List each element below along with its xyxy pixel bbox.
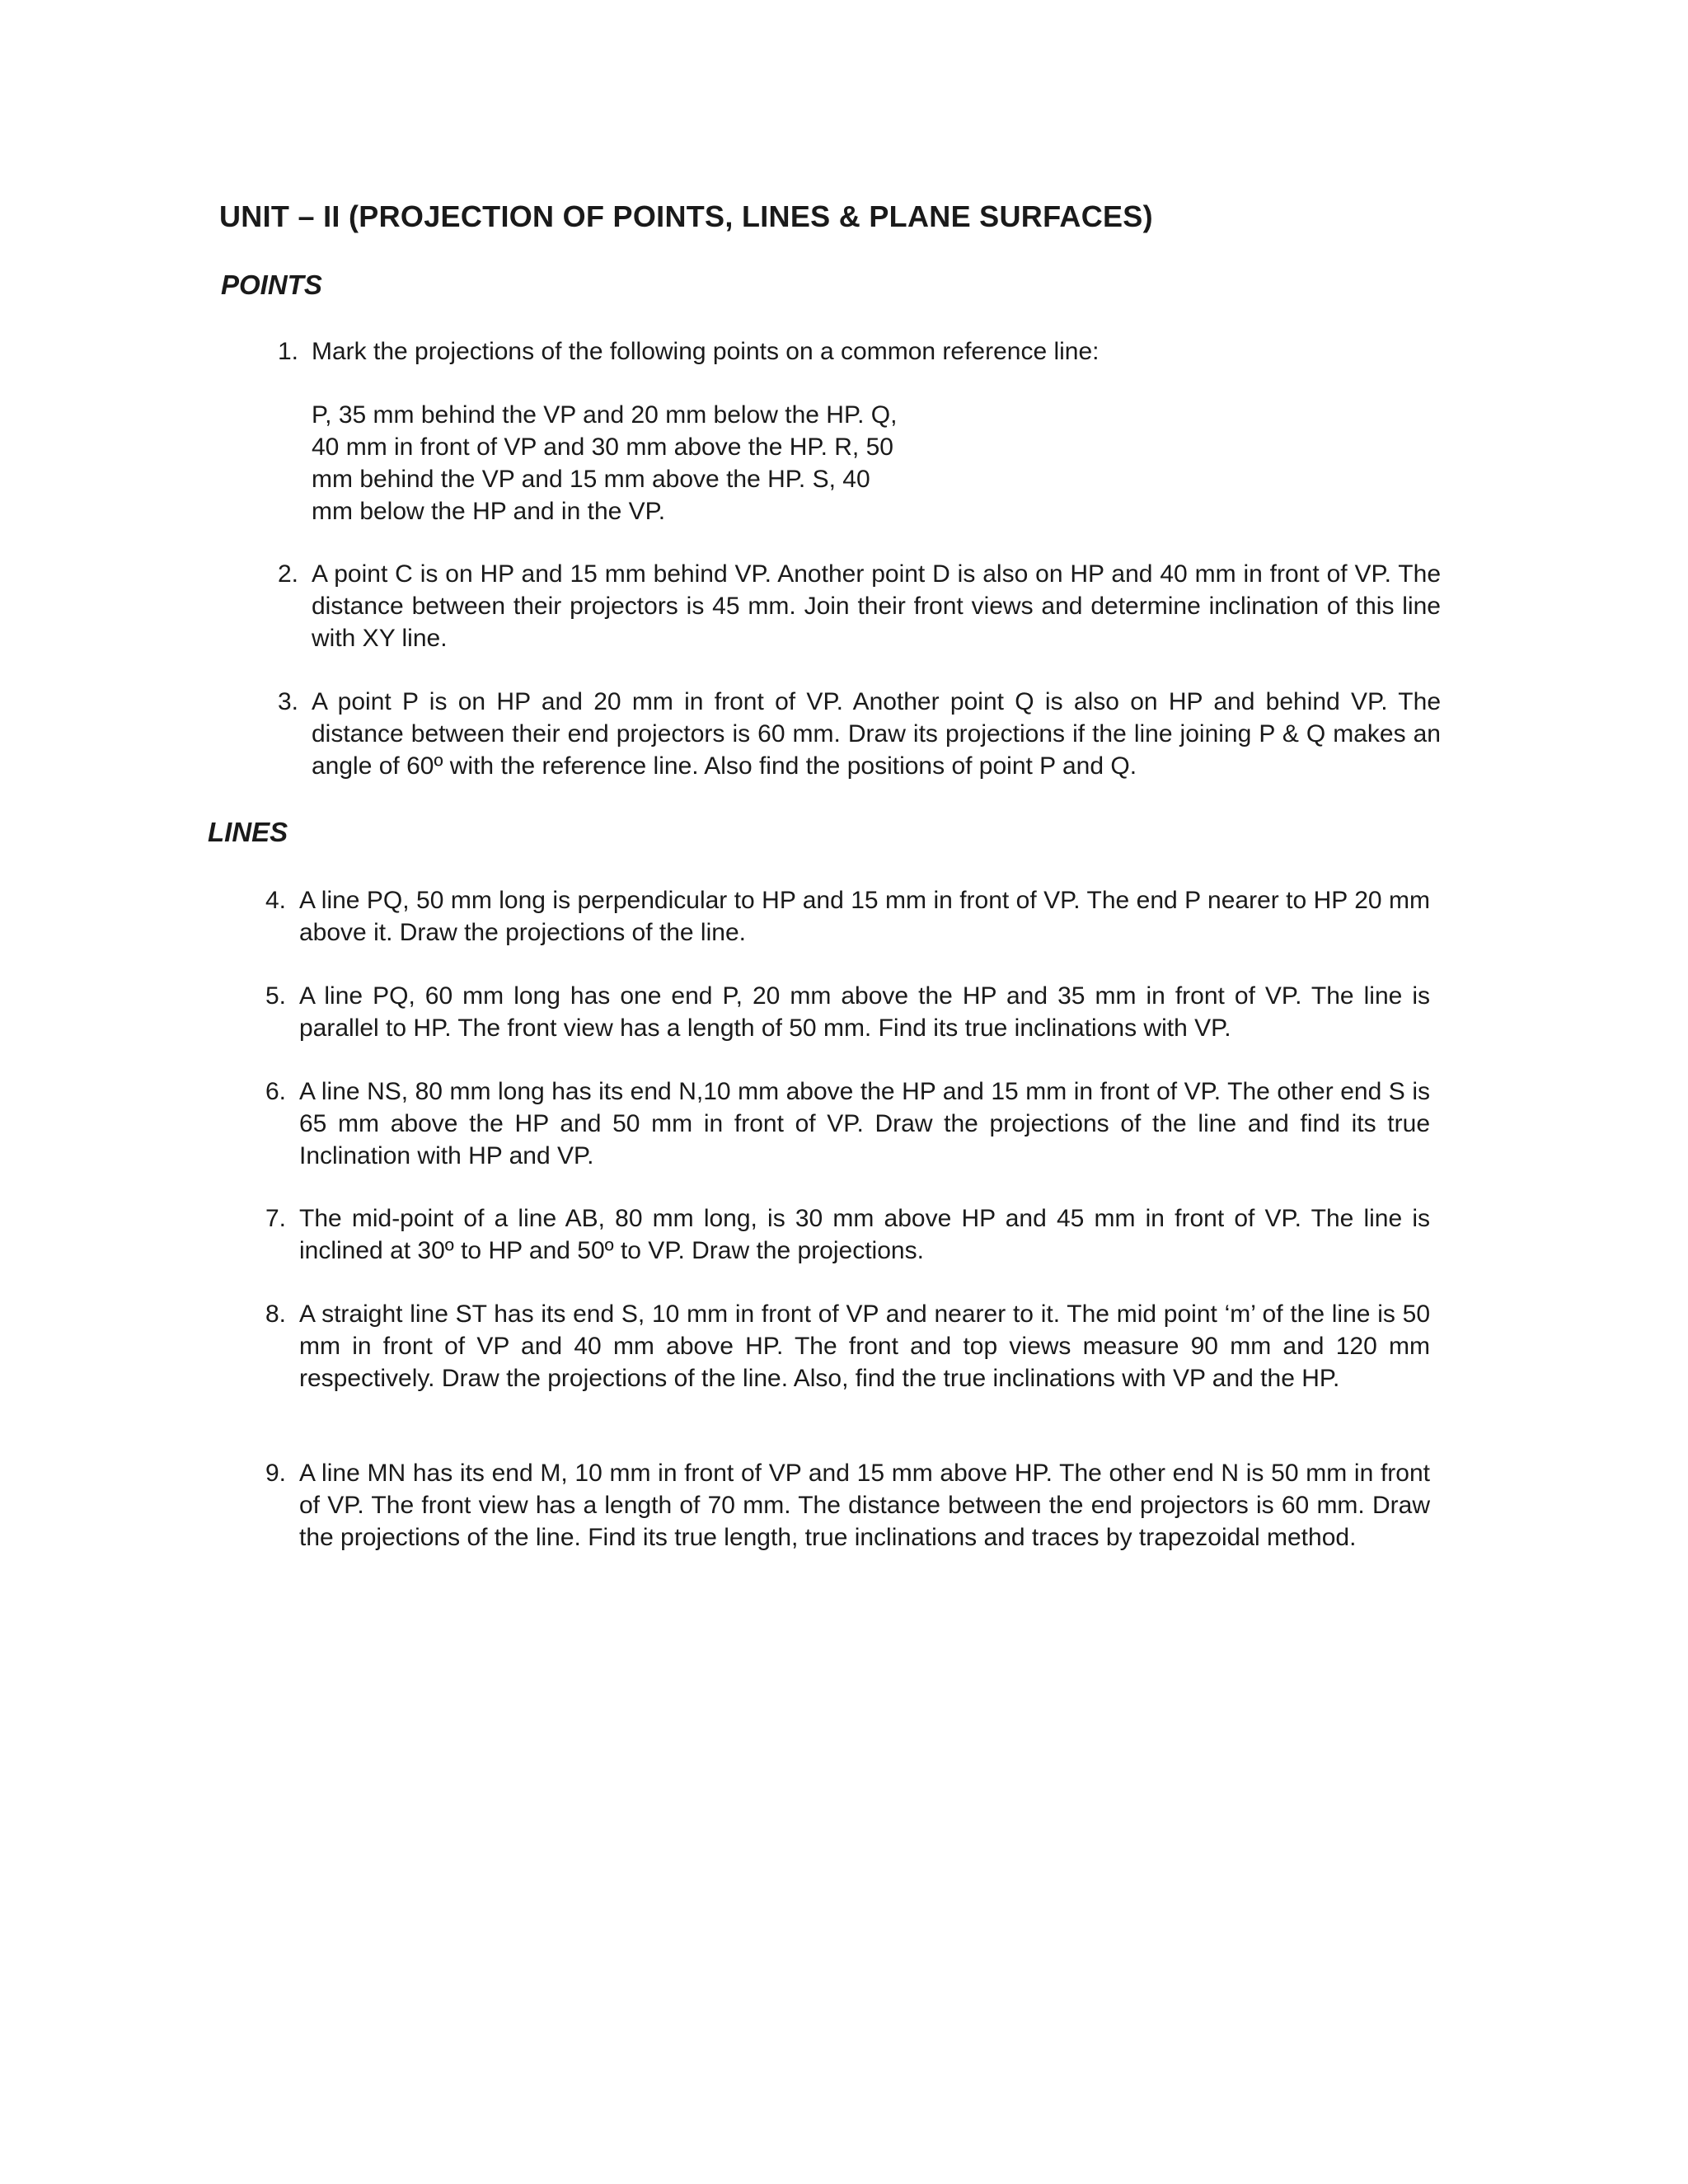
question-number: 2. bbox=[277, 560, 298, 588]
question-text: A point C is on HP and 15 mm behind VP. Another point D is also on HP and 40 mm in front of VP. The distance between their projectors is 45 mm. Join their front views and determine inclination of this line with XY line. bbox=[312, 560, 1441, 652]
section-heading-points: POINTS bbox=[221, 269, 322, 300]
question-text: A point P is on HP and 20 mm in front of VP. Another point Q is also on HP and behind VP. The distance between their end projectors is 60 mm. Draw its projections if the line joining P & Q makes an angle of 60º with the reference line. Also find the positions of point P and Q. bbox=[312, 688, 1441, 780]
question-1 bbox=[277, 335, 1441, 368]
question-number: 3. bbox=[277, 688, 298, 715]
question-5 bbox=[265, 980, 1430, 1044]
question-2 bbox=[277, 558, 1441, 654]
question-number: 9. bbox=[265, 1460, 286, 1487]
question-text: A line NS, 80 mm long has its end N,10 mm above the HP and 15 mm in front of VP. The other end S is 65 mm above the HP and 50 mm in front of VP. Draw the projections of the line and find its true Inclination with HP and VP. bbox=[299, 1078, 1430, 1169]
point-list-line: 40 mm in front of VP and 30 mm above the HP. R, 50 bbox=[312, 434, 893, 461]
question-1-point-list bbox=[312, 399, 1053, 527]
question-number: 8. bbox=[265, 1301, 286, 1328]
question-3 bbox=[277, 686, 1441, 782]
point-list-line: mm below the HP and in the VP. bbox=[312, 498, 666, 525]
question-number: 1. bbox=[277, 338, 298, 365]
question-text: Mark the projections of the following points on a common reference line: bbox=[312, 338, 1100, 365]
question-number: 7. bbox=[265, 1205, 286, 1232]
question-number: 4. bbox=[265, 887, 286, 914]
unit-title: UNIT – II (PROJECTION OF POINTS, LINES & PLANE SURFACES) bbox=[219, 199, 1153, 233]
question-6 bbox=[265, 1076, 1430, 1172]
question-number: 5. bbox=[265, 982, 286, 1010]
point-list-line: P, 35 mm behind the VP and 20 mm below the HP. Q, bbox=[312, 401, 898, 429]
question-number: 6. bbox=[265, 1078, 286, 1105]
question-4 bbox=[265, 884, 1430, 949]
question-text: The mid-point of a line AB, 80 mm long, is 30 mm above HP and 45 mm in front of VP. The line is inclined at 30º to HP and 50º to VP. Draw the projections. bbox=[299, 1205, 1430, 1264]
question-text: A line PQ, 50 mm long is perpendicular to HP and 15 mm in front of VP. The end P nearer to HP 20 mm above it. Draw the projections of the line. bbox=[299, 887, 1430, 946]
question-8 bbox=[265, 1298, 1430, 1394]
question-7 bbox=[265, 1202, 1430, 1267]
question-text: A line PQ, 60 mm long has one end P, 20 mm above the HP and 35 mm in front of VP. The line is parallel to HP. The front view has a length of 50 mm. Find its true inclinations with VP. bbox=[299, 982, 1430, 1042]
question-9 bbox=[265, 1457, 1430, 1554]
question-text: A line MN has its end M, 10 mm in front of VP and 15 mm above HP. The other end N is 50 mm in front of VP. The front view has a length of 70 mm. The distance between the end projectors is 60 mm. Draw the projections of the line. Find its true length, true inclinations and traces by trapezoidal method. bbox=[299, 1460, 1430, 1551]
question-text: A straight line ST has its end S, 10 mm in front of VP and nearer to it. The mid point ‘m’ of the line is 50 mm in front of VP and 40 mm above HP. The front and top views measure 90 mm and 120 mm respectively. Draw the projections of the line. Also, find the true inclinations with VP and the HP. bbox=[299, 1301, 1430, 1392]
point-list-line: mm behind the VP and 15 mm above the HP. S, 40 bbox=[312, 466, 870, 493]
section-heading-lines: LINES bbox=[208, 817, 288, 847]
